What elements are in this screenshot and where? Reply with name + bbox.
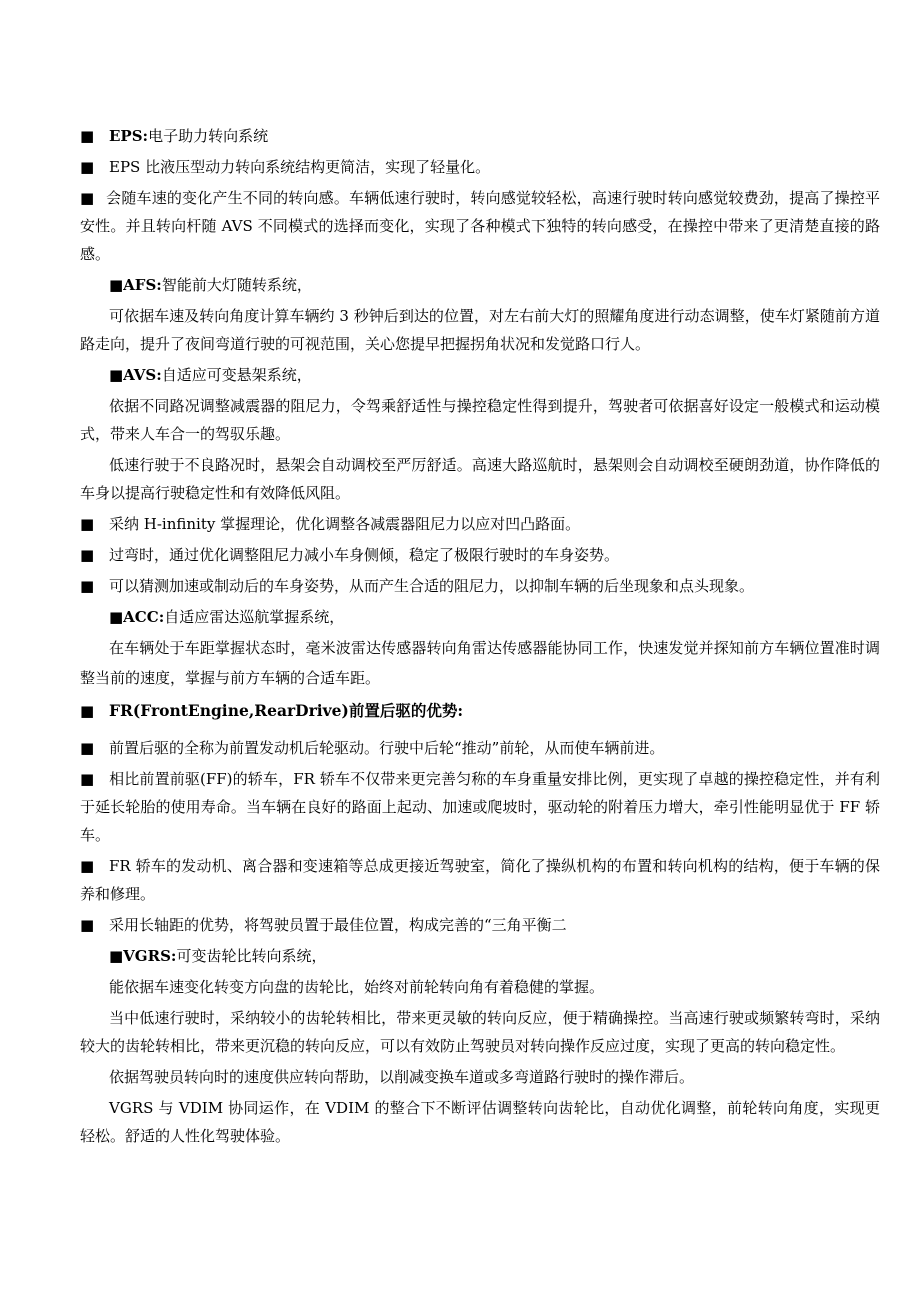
eps-bullet-2	[80, 184, 880, 268]
vgrs-heading	[80, 942, 880, 970]
vgrs-paragraph-4: VGRS 与 VDIM 协同运作，在 VDIM 的整合下不断评估调整转向齿轮比，自动优化调整，前轮转向角度，实现更轻松。舒适的人性化驾驶体验。	[80, 1099, 880, 1145]
avs-heading-text: 自适应可变悬架系统，	[161, 366, 312, 384]
fr-bullet-1	[80, 734, 880, 762]
vgrs-paragraph-3: 依据驾驶员转向时的速度供应转向帮助，以削减变换车道或多弯道路行驶时的操作滞后。	[109, 1068, 695, 1086]
eps-bullet-1-text: EPS 比液压型动力转向系统结构更简洁，实现了轻量化。	[109, 158, 491, 176]
bullet-square-icon: ■	[80, 546, 95, 564]
avs-paragraph-2: 低速行驶于不良路况时，悬架会自动调校至严厉舒适。高速大路巡航时，悬架则会自动调校至硬朗劲道，协作降低的车身以提高行驶稳定性和有效降低风阻。	[80, 456, 880, 502]
afs-heading-label: ■AFS:	[109, 276, 162, 294]
fr-heading-text: FR(FrontEngine,RearDrive)前置后驱的优势:	[109, 701, 464, 720]
bullet-square-icon: ■	[80, 739, 95, 757]
acc-heading	[80, 603, 880, 631]
avs-heading-label: ■AVS:	[109, 366, 162, 384]
bullet-square-icon: ■	[80, 916, 95, 934]
fr-bullet-1-text: 前置后驱的全称为前置发动机后轮驱动。行驶中后轮“推动”前轮，从而使车辆前进。	[109, 739, 665, 757]
acc-heading-label: ■ACC:	[109, 608, 165, 626]
bullet-square-icon: ■	[80, 702, 95, 720]
fr-heading	[80, 697, 880, 725]
bullet-square-icon: ■	[80, 577, 95, 595]
fr-bullet-2-text: 相比前置前驱(FF)的轿车，FR 轿车不仅带来更完善匀称的车身重量安排比例，更实现了卓越的操控稳定性，并有利于延长轮胎的使用寿命。当车辆在良好的路面上起动、加速或爬坡时，驱动轮的附着压力增大，牵引性能明显优于 FF 轿车。	[80, 770, 880, 844]
fr-bullet-3	[80, 852, 880, 908]
avs-bullet-2	[80, 541, 880, 569]
fr-bullet-4-text: 采用长轴距的优势，将驾驶员置于最佳位置，构成完善的“三角平衡二	[109, 916, 567, 934]
bullet-square-icon: ■	[80, 515, 95, 533]
document-body	[80, 122, 880, 1150]
fr-bullet-2	[80, 765, 880, 849]
avs-heading	[80, 361, 880, 389]
avs-bullet-1	[80, 510, 880, 538]
vgrs-paragraph-2: 当中低速行驶时，采纳较小的齿轮转相比，带来更灵敏的转向反应，便于精确操控。当高速行驶或频繁转弯时，采纳较大的齿轮转相比，带来更沉稳的转向反应，可以有效防止驾驶员对转向操作反应过度，实现了更高的转向稳定性。	[80, 1009, 880, 1055]
vgrs-heading-text: 可变齿轮比转向系统，	[176, 947, 327, 965]
vgrs-paragraph-1: 能依据车速变化转变方向盘的齿轮比，始终对前轮转向角有着稳健的掌握。	[109, 978, 605, 996]
eps-bullet-2-text: 会随车速的变化产生不同的转向感。车辆低速行驶时，转向感觉较轻松，高速行驶时转向感觉较费劲，提高了操控平安性。并且转向杆随 AVS 不同模式的选择而变化，实现了各种模式下独特的转向感受，在操控中带来了更清楚直接的路感。	[80, 189, 880, 263]
afs-heading	[80, 271, 880, 299]
avs-bullet-3	[80, 572, 880, 600]
avs-bullet-2-text: 过弯时，通过优化调整阻尼力减小车身侧倾，稳定了极限行驶时的车身姿势。	[109, 546, 620, 564]
acc-paragraph: 在车辆处于车距掌握状态时，毫米波雷达传感器转向角雷达传感器能协同工作，快速发觉并探知前方车辆位置准时调整当前的速度，掌握与前方车辆的合适车距。	[80, 639, 880, 687]
bullet-square-icon: ■	[80, 189, 95, 207]
bullet-square-icon: ■	[80, 158, 95, 176]
avs-bullet-1-text: 采纳 H-infinity 掌握理论，优化调整各减震器阻尼力以应对凹凸路面。	[109, 515, 581, 533]
eps-heading-text: 电子助力转向系统	[148, 127, 269, 145]
fr-bullet-3-text: FR 轿车的发动机、离合器和变速箱等总成更接近驾驶室，简化了操纵机构的布置和转向机构的结构，便于车辆的保养和修理。	[80, 857, 880, 903]
afs-heading-text: 智能前大灯随转系统，	[161, 276, 312, 294]
afs-paragraph: 可依据车速及转向角度计算车辆约 3 秒钟后到达的位置，对左右前大灯的照耀角度进行动态调整，使车灯紧随前方道路走向，提升了夜间弯道行驶的可视范围，关心您提早把握拐角状况和发觉路口行人。	[80, 307, 880, 353]
eps-bullet-1	[80, 153, 880, 181]
bullet-square-icon: ■	[80, 770, 95, 788]
bullet-square-icon: ■	[80, 127, 95, 145]
bullet-square-icon: ■	[80, 857, 95, 875]
vgrs-heading-label: ■VGRS:	[109, 947, 177, 965]
fr-bullet-4	[80, 911, 880, 939]
avs-paragraph-1: 依据不同路况调整减震器的阻尼力，令驾乘舒适性与操控稳定性得到提升，驾驶者可依据喜好设定一般模式和运动模式，带来人车合一的驾驭乐趣。	[80, 397, 880, 443]
avs-bullet-3-text: 可以猜测加速或制动后的车身姿势，从而产生合适的阻尼力，以抑制车辆的后坐现象和点头现象。	[109, 577, 755, 595]
acc-heading-text: 自适应雷达巡航掌握系统，	[164, 608, 345, 626]
eps-heading	[80, 122, 880, 150]
eps-heading-label: EPS:	[109, 127, 149, 145]
